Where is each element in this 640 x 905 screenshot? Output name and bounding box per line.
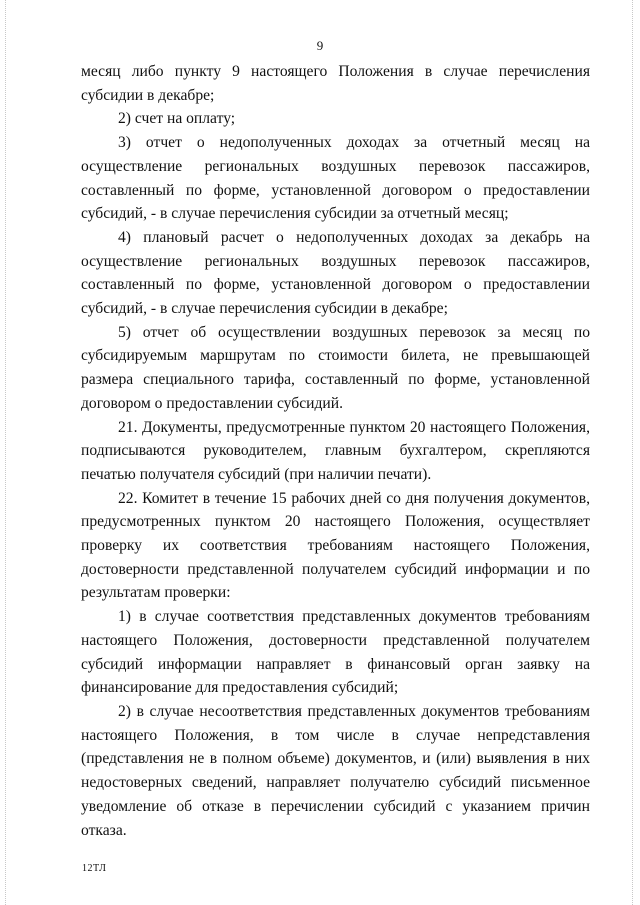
list-item-2-invoice: 2) счет на оплату; bbox=[118, 110, 236, 128]
paragraph-continuation: месяц либо пункту 9 настоящего Положения в случае перечисления субсидии в декабре; bbox=[81, 63, 590, 104]
footer-code: 12ТЛ bbox=[82, 863, 107, 874]
clause-22-item-1: 1) в случае соответствия представленных документов требованиям настоящего Положения, достоверности представленной получателем субсидий информации направляет в финансовый орган заявку на финансирование для предоставления субсидий; bbox=[81, 608, 590, 697]
clause-22-item-2: 2) в случае несоответствия представленных документов требованиям настоящего Положения, в том числе в случае непредставления (представления не в полном объеме) документов, и (или) выявления в них недостоверных сведений, направляет получателю субсидий письменное уведомление об отказе в перечислении субсидий с указанием причин отказа. bbox=[81, 702, 590, 839]
scan-edge-left bbox=[5, 0, 7, 905]
list-item-3-report: 3) отчет о недополученных доходах за отчетный месяц на осуществление региональных воздушных перевозок пассажиров, составленный по форме, установленной договором о предоставлении субсидий, - в случае перечисления субсидии за отчетный месяц; bbox=[81, 134, 590, 223]
clause-21: 21. Документы, предусмотренные пунктом 20 настоящего Положения, подписываются руководителем, главным бухгалтером, скрепляются печатью получателя субсидий (при наличии печати). bbox=[81, 418, 590, 483]
clause-22: 22. Комитет в течение 15 рабочих дней со дня получения документов, предусмотренных пунктом 20 настоящего Положения, осуществляет проверку их соответствия требованиям настоящего Положения, достоверности представленной получателем субсидий информации и по результатам проверки: bbox=[81, 489, 590, 602]
scan-edge-right bbox=[632, 0, 634, 905]
list-item-4-planned-calculation: 4) плановый расчет о недополученных доходах за декабрь на осуществление региональных воздушных перевозок пассажиров, составленный по форме, установленной договором о предоставлении субсидий, - в случае перечисления субсидии в декабре; bbox=[81, 228, 590, 318]
page-number: 9 bbox=[316, 38, 324, 53]
list-item-5-transport-report: 5) отчет об осуществлении воздушных перевозок за месяц по субсидируемым маршрутам по стоимости билета, не превышающей размера специального тарифа, составленный по форме, установленной договором о предоставлении субсидий. bbox=[81, 323, 590, 412]
document-body bbox=[81, 60, 590, 842]
